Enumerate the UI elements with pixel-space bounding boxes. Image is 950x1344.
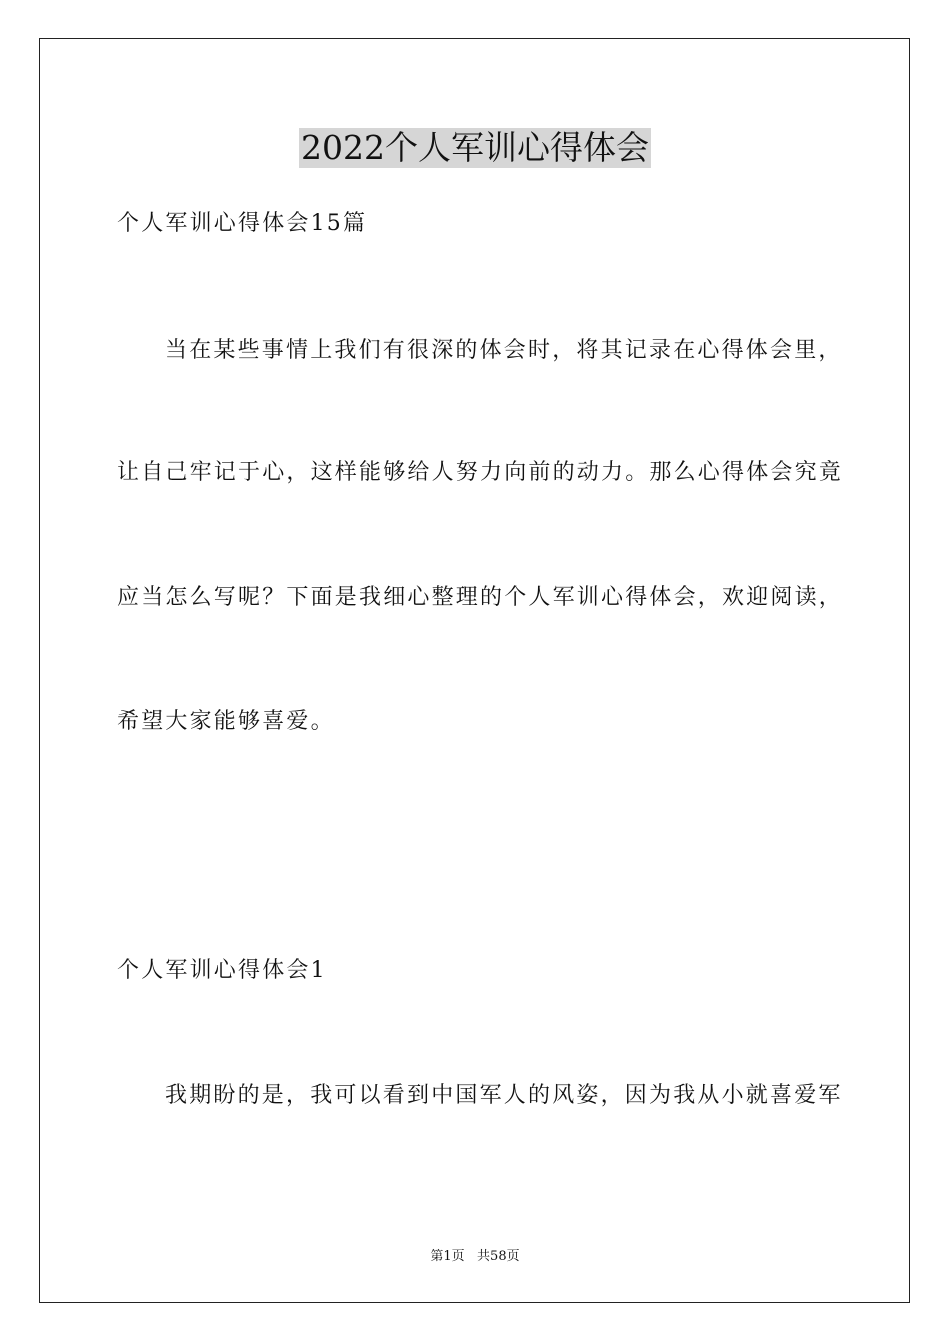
document-title: 2022个人军训心得体会 <box>301 128 649 167</box>
paragraph-line: 让自己牢记于心，这样能够给人努力向前的动力。那么心得体会究竟 <box>117 460 844 485</box>
document-subtitle: 个人军训心得体会15篇 <box>117 211 368 236</box>
paragraph-line: 应当怎么写呢？下面是我细心整理的个人军训心得体会，欢迎阅读， <box>117 585 844 610</box>
page-footer: 第1页 共58页 <box>430 1249 520 1264</box>
paragraph-line: 我期盼的是，我可以看到中国军人的风姿，因为我从小就喜爱军 <box>165 1083 843 1108</box>
paragraph-line: 当在某些事情上我们有很深的体会时，将其记录在心得体会里， <box>165 338 843 363</box>
title-container <box>0 128 950 168</box>
section-heading: 个人军训心得体会1 <box>117 958 327 983</box>
paragraph-line: 希望大家能够喜爱。 <box>117 709 335 734</box>
